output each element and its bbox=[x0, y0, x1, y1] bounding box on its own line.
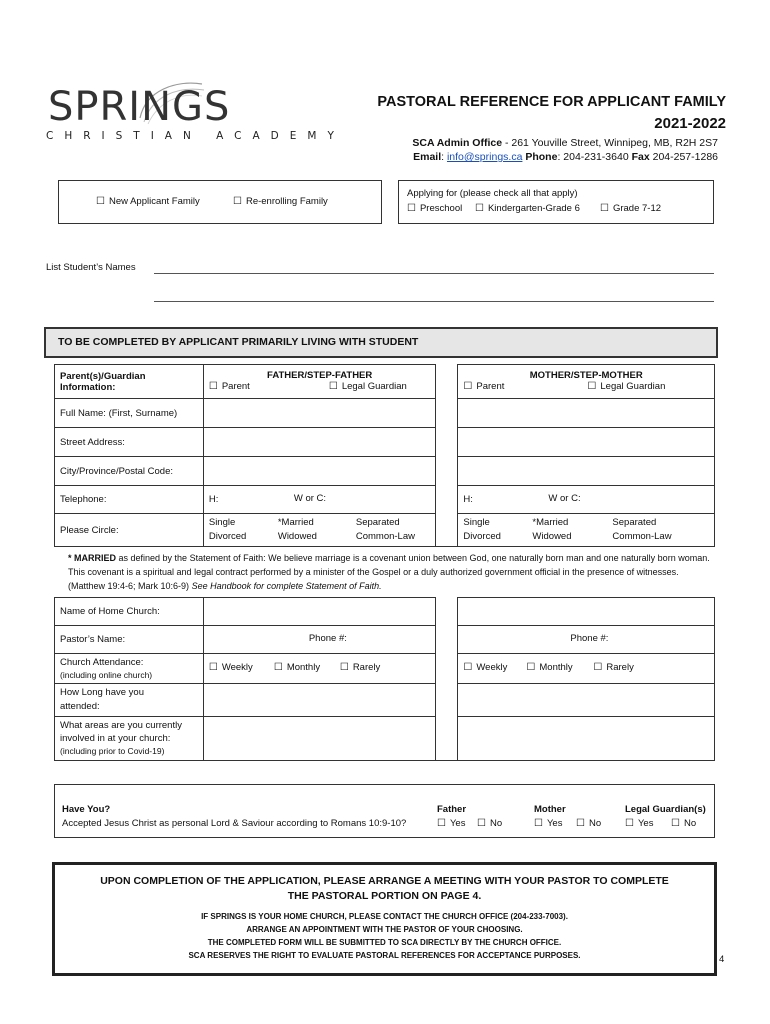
page-number: 4 bbox=[719, 954, 725, 965]
father-home-church-field[interactable] bbox=[203, 598, 436, 626]
father-header-cell bbox=[203, 365, 436, 399]
father-heading: FATHER/STEP-FATHER bbox=[267, 369, 373, 381]
guardian-info-table bbox=[54, 364, 715, 547]
preschool-checkbox[interactable]: ☐ Preschool bbox=[407, 203, 462, 214]
father-full-name-field[interactable] bbox=[203, 399, 436, 428]
father-attendance-field[interactable] bbox=[203, 654, 436, 684]
father-weekly-checkbox[interactable]: ☐ Weekly bbox=[209, 662, 253, 673]
mother-no-checkbox[interactable]: ☐ No bbox=[576, 818, 601, 829]
father-city-field[interactable] bbox=[203, 457, 436, 486]
instructions-box bbox=[52, 862, 717, 976]
section-title: TO BE COMPLETED BY APPLICANT PRIMARILY LIVING WITH STUDENT bbox=[58, 336, 419, 348]
page-title: PASTORAL REFERENCE FOR APPLICANT FAMILY bbox=[377, 94, 726, 110]
mother-monthly-checkbox[interactable]: ☐ Monthly bbox=[526, 662, 572, 673]
father-rarely-checkbox[interactable]: ☐ Rarely bbox=[340, 662, 380, 673]
please-circle-label: Please Circle: bbox=[55, 514, 204, 547]
instruction-line-4: ARRANGE AN APPOINTMENT WITH THE PASTOR OF YOUR CHOOSING. bbox=[246, 925, 523, 934]
logo-sub-text: CHRISTIAN ACADEMY bbox=[46, 130, 345, 142]
reenrolling-checkbox[interactable]: ☐ Re-enrolling Family bbox=[233, 196, 328, 207]
guardian-no-checkbox[interactable]: ☐ No bbox=[671, 818, 696, 829]
grade7-12-checkbox[interactable]: ☐ Grade 7-12 bbox=[600, 203, 661, 214]
instruction-line-5: THE COMPLETED FORM WILL BE SUBMITTED TO SCA DIRECTLY BY THE CHURCH OFFICE. bbox=[207, 938, 562, 947]
father-monthly-checkbox[interactable]: ☐ Monthly bbox=[274, 662, 320, 673]
telephone-label: Telephone: bbox=[55, 486, 204, 514]
faith-question: Accepted Jesus Christ as personal Lord & Saviour according to Romans 10:9-10? bbox=[62, 818, 407, 829]
office-address: - 261 Youville Street, Winnipeg, MB, R2H 2S7 bbox=[502, 137, 718, 149]
father-yes-checkbox[interactable]: ☐ Yes bbox=[437, 818, 465, 829]
faith-question-box bbox=[54, 784, 715, 838]
father-guardian-checkbox[interactable]: ☐ Legal Guardian bbox=[329, 381, 407, 392]
married-definition-note: * MARRIED as defined by the Statement of Faith: We believe marriage is a covenant union between God, one naturally born man and one naturally born woman. This covenant is a spiritual and legal contract performed by a minister of the Gospel or a duly authorized government official in the presence of witnesses. (Matthew 19:4-6; Mark 10:6-9) See Handbook for complete Statement of Faith. bbox=[68, 553, 710, 591]
mother-areas-field[interactable] bbox=[458, 717, 715, 761]
logo-main-text: SPRINGS bbox=[48, 84, 231, 130]
mother-guardian-checkbox[interactable]: ☐ Legal Guardian bbox=[587, 381, 665, 392]
student-names-line-1[interactable] bbox=[154, 273, 714, 274]
father-parent-checkbox[interactable]: ☐ Parent bbox=[209, 381, 250, 392]
kindergarten-grade6-checkbox[interactable]: ☐ Kindergarten-Grade 6 bbox=[475, 203, 580, 214]
email-link[interactable]: info@springs.ca bbox=[446, 151, 523, 163]
mother-telephone-field[interactable]: H: W or C: bbox=[458, 486, 715, 514]
office-label: SCA Admin Office bbox=[412, 137, 503, 149]
city-label: City/Province/Postal Code: bbox=[55, 457, 204, 486]
father-how-long-field[interactable] bbox=[203, 684, 436, 717]
guardian-yes-checkbox[interactable]: ☐ Yes bbox=[625, 818, 653, 829]
father-marital-status[interactable]: Single *Married Separated Divorced Widowed Common-Law bbox=[203, 514, 436, 547]
home-church-label: Name of Home Church: bbox=[55, 598, 204, 626]
family-status-box bbox=[58, 180, 382, 224]
instruction-line-3: IF SPRINGS IS YOUR HOME CHURCH, PLEASE CONTACT THE CHURCH OFFICE (204-233-7003). bbox=[201, 912, 568, 921]
admin-office-info: SCA Admin Office - 261 Youville Street, Winnipeg, MB, R2H 2S7 Email: info@springs.ca Phone: 204-231-3640 Fax 204-257-1286 bbox=[412, 137, 718, 163]
pastor-name-label: Pastor’s Name: bbox=[55, 626, 204, 654]
fax-label: Fax bbox=[631, 151, 650, 163]
father-pastor-field[interactable]: Phone #: bbox=[203, 626, 436, 654]
instruction-line-1: UPON COMPLETION OF THE APPLICATION, PLEASE ARRANGE A MEETING WITH YOUR PASTOR TO COMPLETE bbox=[100, 875, 669, 887]
section-title-bar bbox=[44, 327, 718, 358]
areas-label: What areas are you currently involved in at your church: (including prior to Covid-19) bbox=[55, 717, 204, 761]
father-no-checkbox[interactable]: ☐ No bbox=[477, 818, 502, 829]
email-label: Email bbox=[413, 151, 442, 163]
phone-number: : 204-231-3640 bbox=[557, 151, 632, 163]
student-names-line-2[interactable] bbox=[154, 301, 714, 302]
mother-marital-status[interactable]: Single *Married Separated Divorced Widowed Common-Law bbox=[458, 514, 715, 547]
church-info-table bbox=[54, 597, 715, 761]
how-long-label: How Long have you attended: bbox=[55, 684, 204, 717]
father-column-label: Father bbox=[437, 804, 467, 815]
mother-city-field[interactable] bbox=[458, 457, 715, 486]
full-name-label: Full Name: (First, Surname) bbox=[55, 399, 204, 428]
new-family-checkbox[interactable]: ☐ New Applicant Family bbox=[96, 196, 200, 207]
instruction-line-6: SCA RESERVES THE RIGHT TO EVALUATE PASTORAL REFERENCES FOR ACCEPTANCE PURPOSES. bbox=[188, 951, 581, 960]
have-you-label: Have You? bbox=[62, 804, 111, 815]
guardian-header-cell: Parent(s)/Guardian Information: bbox=[55, 365, 204, 399]
father-telephone-field[interactable]: H: W or C: bbox=[203, 486, 436, 514]
mother-street-field[interactable] bbox=[458, 428, 715, 457]
mother-header-cell bbox=[458, 365, 715, 399]
father-areas-field[interactable] bbox=[203, 717, 436, 761]
fax-number: 204-257-1286 bbox=[649, 151, 718, 163]
applying-for-label: Applying for (please check all that apply) bbox=[407, 188, 578, 199]
mother-how-long-field[interactable] bbox=[458, 684, 715, 717]
school-year: 2021-2022 bbox=[654, 115, 726, 132]
attendance-label: Church Attendance: (including online church) bbox=[55, 654, 204, 684]
mother-home-church-field[interactable] bbox=[458, 598, 715, 626]
mother-full-name-field[interactable] bbox=[458, 399, 715, 428]
guardian-column-label: Legal Guardian(s) bbox=[625, 804, 706, 815]
mother-parent-checkbox[interactable]: ☐ Parent bbox=[463, 381, 504, 392]
mother-weekly-checkbox[interactable]: ☐ Weekly bbox=[463, 662, 507, 673]
father-street-field[interactable] bbox=[203, 428, 436, 457]
applying-for-box bbox=[398, 180, 714, 224]
instruction-line-2: THE PASTORAL PORTION ON PAGE 4. bbox=[287, 890, 482, 902]
logo bbox=[44, 80, 345, 150]
mother-yes-checkbox[interactable]: ☐ Yes bbox=[534, 818, 562, 829]
street-label: Street Address: bbox=[55, 428, 204, 457]
student-names-label: List Student’s Names bbox=[46, 262, 136, 273]
mother-heading: MOTHER/STEP-MOTHER bbox=[529, 369, 643, 381]
mother-pastor-field[interactable]: Phone #: bbox=[458, 626, 715, 654]
mother-rarely-checkbox[interactable]: ☐ Rarely bbox=[593, 662, 633, 673]
phone-label: Phone bbox=[525, 151, 558, 163]
mother-column-label: Mother bbox=[534, 804, 566, 815]
mother-attendance-field[interactable] bbox=[458, 654, 715, 684]
